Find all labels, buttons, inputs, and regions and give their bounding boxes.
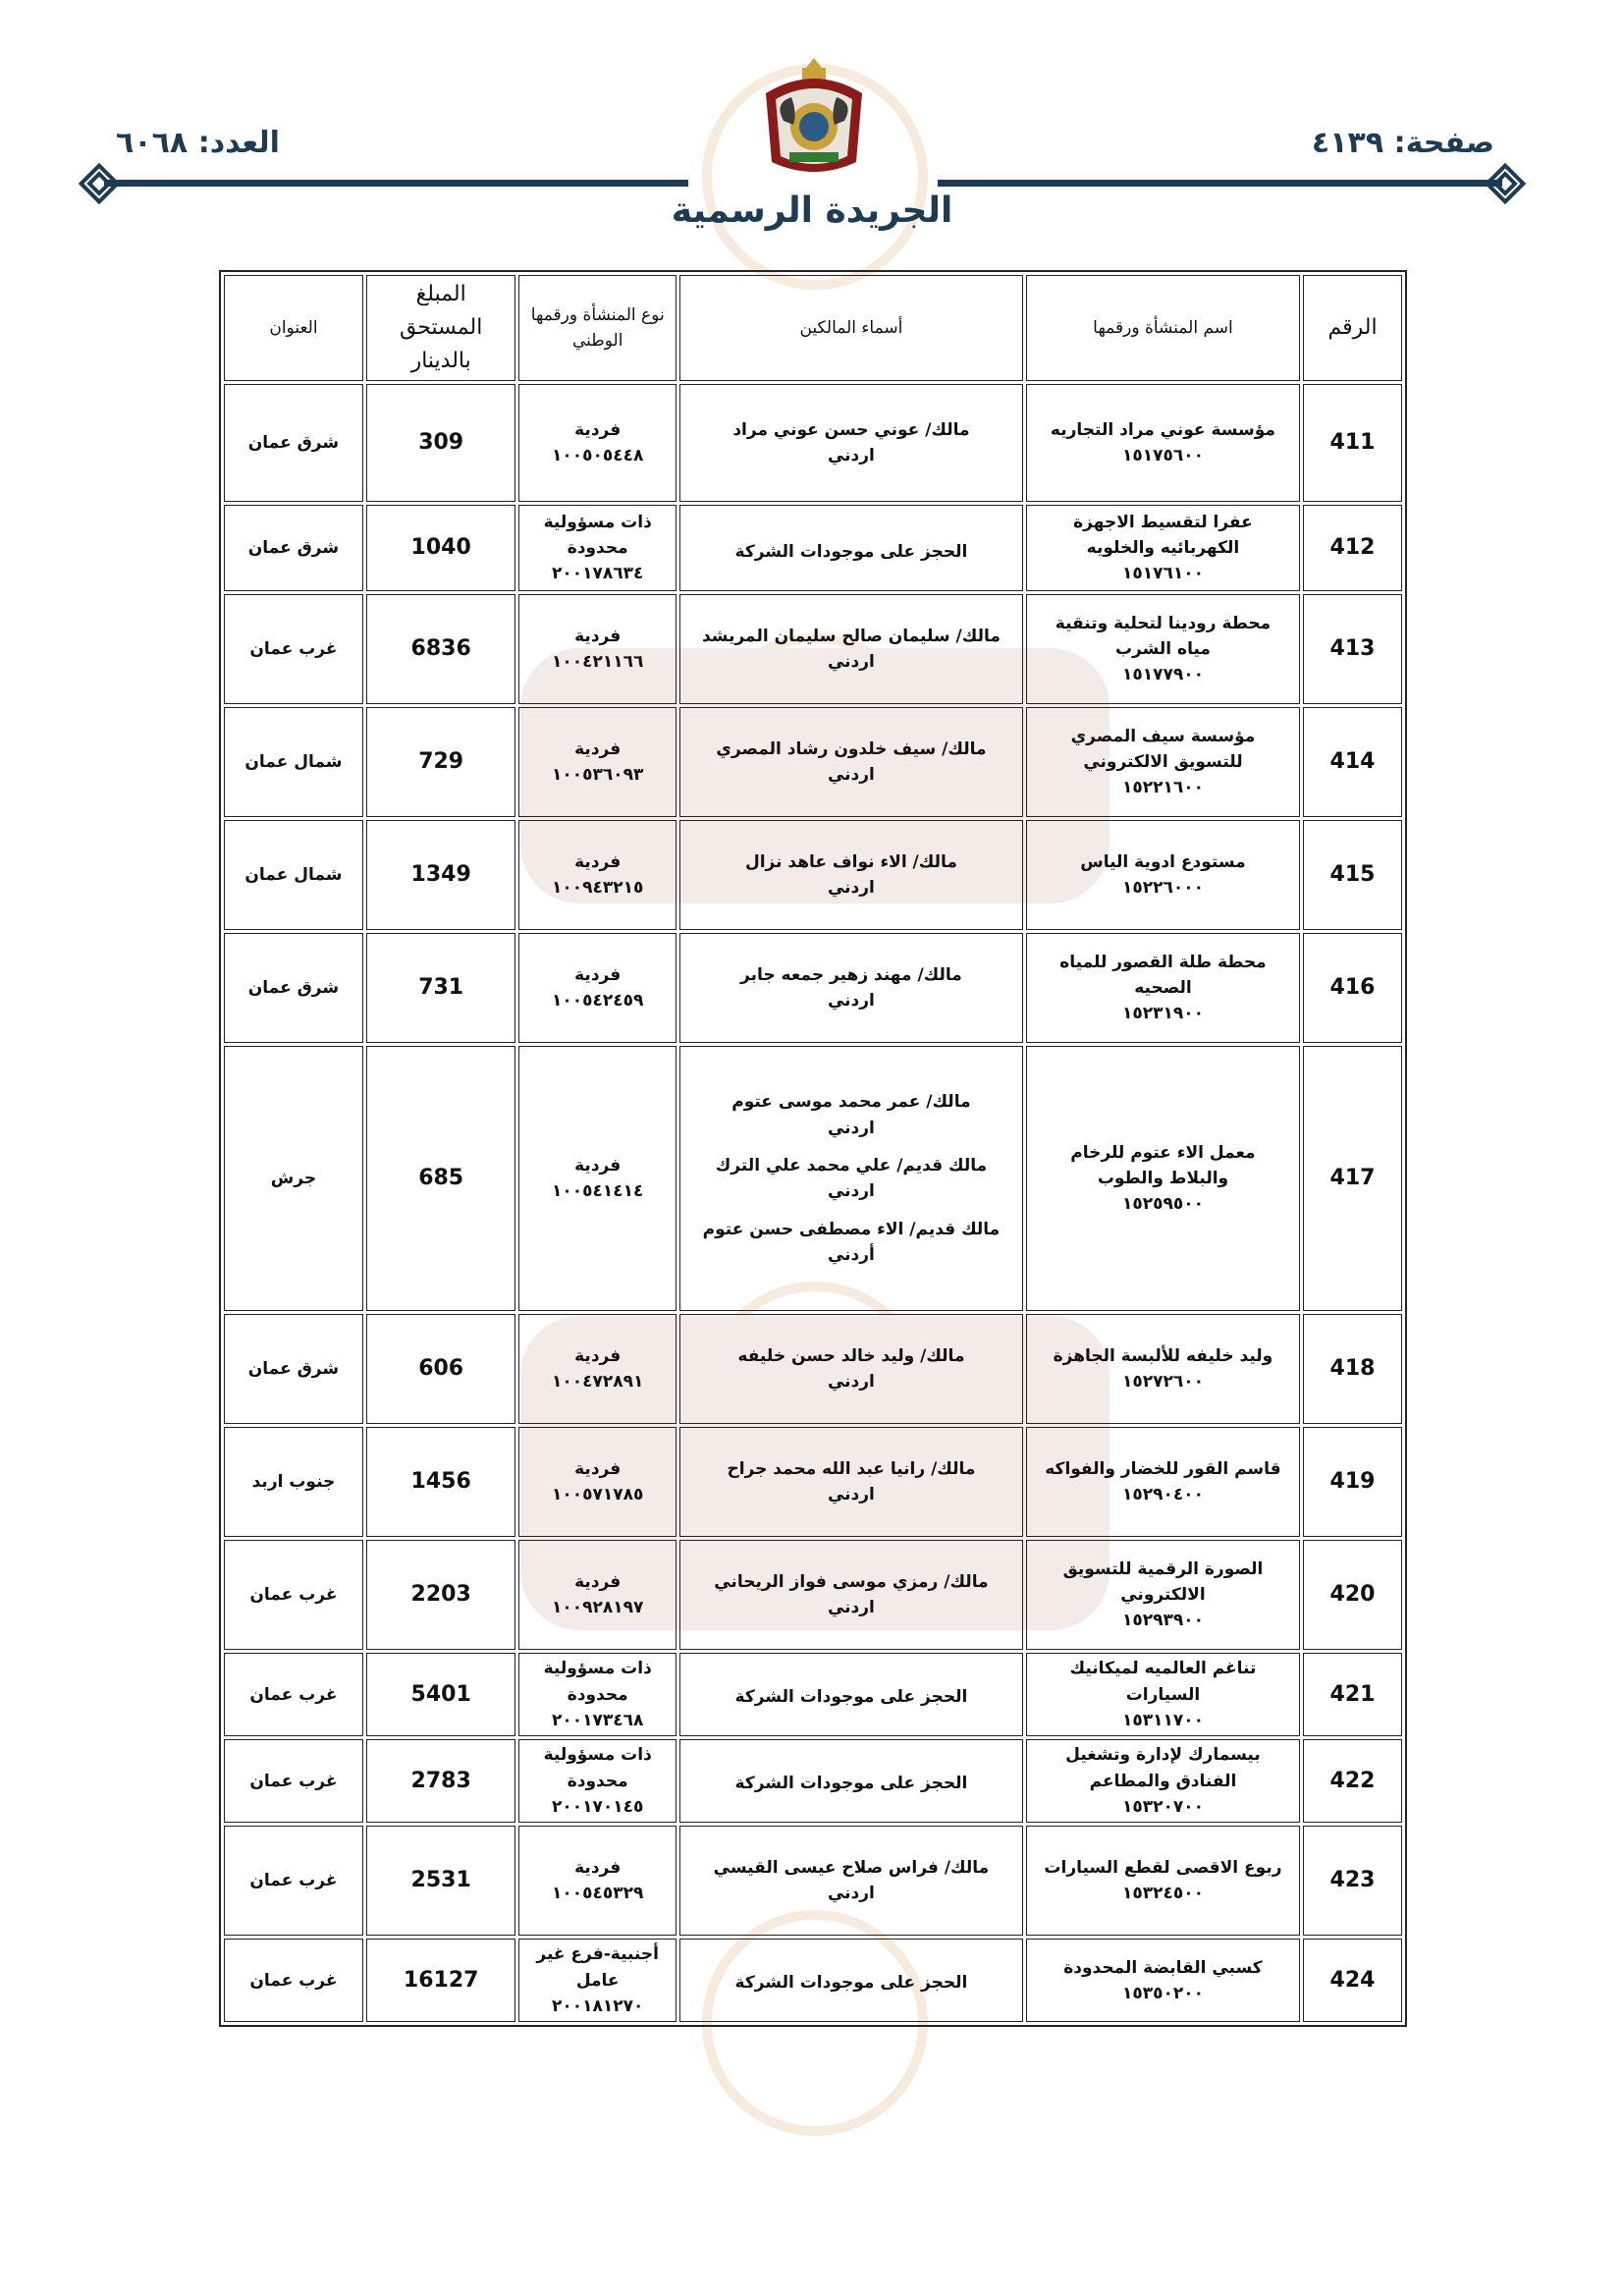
owner-line: الحجز على موجودات الشركة [734, 1973, 968, 1994]
type-line: فردية [574, 419, 622, 440]
establishment-name-line: محطة طلة القصور للمياه [1059, 952, 1267, 972]
owner-line: مالك/ عوني حسن عوني مراد [732, 419, 970, 440]
cell-type [518, 933, 677, 1043]
table-body [224, 384, 1402, 2022]
cell-establishment-name [1026, 505, 1300, 591]
establishment-name-line: ١٥١٧٥٦٠٠ [1121, 446, 1204, 466]
cell-type [518, 1826, 677, 1936]
establishment-name-line: الصحيه [1134, 978, 1192, 999]
type-line: فردية [574, 738, 622, 759]
owner-line: مالك قديم/ الاء مصطفى حسن عتوم [702, 1219, 1001, 1239]
owner-entry [686, 1456, 1016, 1508]
establishment-name-line: ١٥٢٩٠٤٠٠ [1121, 1485, 1204, 1505]
type-line: أجنبية-فرع غير [536, 1944, 660, 1965]
jordan-coat-of-arms-icon [754, 54, 874, 187]
cell-number: 411 [1303, 384, 1402, 502]
cell-establishment-name [1026, 594, 1300, 704]
type-line: ١٠٠٤٧٢٨٩١ [552, 1372, 644, 1393]
cell-address: شمال عمان [224, 820, 363, 930]
cell-establishment-name [1026, 1046, 1300, 1311]
cell-amount: 6836 [366, 594, 516, 704]
cell-amount: 731 [366, 933, 516, 1043]
table-row [224, 1939, 1402, 2022]
cell-type [518, 1939, 677, 2022]
page-number: صفحة: ٤١٣٩ [1311, 126, 1494, 160]
establishment-name-line: الفنادق والمطاعم [1089, 1771, 1237, 1791]
cell-owners [679, 933, 1023, 1043]
type-line: ١٠٠٤٢١١٦٦ [552, 652, 644, 673]
cell-owners [679, 1427, 1023, 1537]
establishment-name-line: قاسم القور للخضار والفواكه [1045, 1458, 1281, 1479]
type-line: ٢٠٠١٧٠١٤٥ [552, 1797, 644, 1817]
owner-line: مالك/ وليد خالد حسن خليفه [737, 1345, 965, 1366]
establishment-name-line: الصورة الرقمية للتسويق [1062, 1558, 1264, 1579]
owner-line: أردني [827, 1244, 875, 1265]
cell-owners [679, 1653, 1023, 1736]
cell-number: 419 [1303, 1427, 1402, 1537]
establishment-name-line: مستودع ادوية الياس [1080, 851, 1246, 872]
cell-type [518, 1739, 677, 1823]
establishment-name-line: ١٥١٧٧٩٠٠ [1121, 665, 1204, 685]
cell-amount: 2783 [366, 1739, 516, 1823]
header-owners: أسماء المالكين [679, 275, 1023, 381]
cell-number: 416 [1303, 933, 1402, 1043]
cell-amount: 309 [366, 384, 516, 502]
cell-owners [679, 1046, 1023, 1311]
table-row [224, 1540, 1402, 1650]
cell-establishment-name [1026, 1939, 1300, 2022]
owner-entry [686, 1343, 1016, 1395]
cell-address: غرب عمان [224, 1739, 363, 1823]
type-line: ذات مسؤولية [543, 1745, 652, 1766]
owner-entry [686, 417, 1016, 469]
cell-address: شرق عمان [224, 1314, 363, 1424]
owner-entry [686, 1855, 1016, 1907]
cell-number: 415 [1303, 820, 1402, 930]
owner-line: مالك/ سليمان صالح سليمان المريشد [701, 626, 1001, 646]
cell-amount: 1349 [366, 820, 516, 930]
type-line: فردية [574, 964, 622, 985]
cell-establishment-name [1026, 1826, 1300, 1936]
owner-entry [686, 849, 1016, 902]
establishment-name-line: ١٥٣٥٠٢٠٠ [1121, 1983, 1204, 2003]
owner-line: اردني [827, 1372, 875, 1393]
establishment-name-line: محطة رودينا لتحلية وتنقية [1055, 613, 1272, 633]
cell-number: 422 [1303, 1739, 1402, 1823]
cell-address: جنوب اربد [224, 1427, 363, 1537]
type-line: ٢٠٠١٧٣٤٦٨ [552, 1710, 644, 1730]
cell-number: 421 [1303, 1653, 1402, 1736]
owner-entry [686, 962, 1016, 1014]
type-line: ١٠٠٥٤٥٣٢٩ [552, 1884, 644, 1904]
type-line: ١٠٠٥٤١٤١٤ [552, 1181, 644, 1202]
establishment-name-line: عفرا لتقسيط الاجهزة [1073, 512, 1253, 532]
cell-establishment-name [1026, 707, 1300, 817]
establishment-name-line: والبلاط والطوب [1097, 1169, 1229, 1189]
cell-number: 418 [1303, 1314, 1402, 1424]
cell-number: 414 [1303, 707, 1402, 817]
cell-owners [679, 594, 1023, 704]
type-line: ذات مسؤولية [543, 512, 652, 532]
establishment-name-line: ١٥٢٧٢٦٠٠ [1121, 1372, 1204, 1393]
establishment-name-line: ١٥٢٥٩٥٠٠ [1121, 1194, 1204, 1215]
owner-line: الحجز على موجودات الشركة [734, 1774, 968, 1793]
table-row [224, 384, 1402, 502]
type-line: ١٠٠٥٣٦٠٩٣ [552, 765, 644, 786]
cell-type [518, 707, 677, 817]
issue-number: العدد: ٦٠٦٨ [116, 126, 280, 160]
gazette-title: الجريدة الرسمية [671, 191, 953, 231]
table-row [224, 1653, 1402, 1736]
type-line: فردية [574, 626, 622, 646]
type-line: فردية [574, 851, 622, 872]
owner-entry [686, 1089, 1016, 1141]
establishment-name-line: السيارات [1125, 1684, 1201, 1705]
establishment-name-line: ١٥١٧٦١٠٠ [1121, 564, 1204, 584]
establishment-name-line: الكهربائيه والخلويه [1086, 538, 1240, 559]
table-row [224, 1046, 1402, 1311]
establishment-name-line: بيسمارك لإدارة وتشغيل [1065, 1745, 1261, 1766]
cell-type [518, 1540, 677, 1650]
owner-line: اردني [827, 652, 875, 673]
establishment-name-line: وليد خليفه للألبسة الجاهزة [1053, 1345, 1273, 1366]
table-row [224, 933, 1402, 1043]
owner-line: مالك/ الاء نواف عاهد نزال [744, 851, 957, 872]
type-line: فردية [574, 1858, 622, 1878]
owner-entry [686, 1771, 1016, 1796]
establishment-name-line: للتسويق الالكتروني [1083, 752, 1243, 773]
owner-line: مالك/ فراس صلاح عيسى القيسي [713, 1858, 990, 1878]
table-row [224, 1314, 1402, 1424]
establishment-name-line: ١٥٢٣١٩٠٠ [1121, 1004, 1204, 1024]
cell-type [518, 1653, 677, 1736]
cell-address: غرب عمان [224, 594, 363, 704]
type-line: محدودة [567, 538, 628, 559]
cell-number: 423 [1303, 1826, 1402, 1936]
table-row [224, 1427, 1402, 1537]
establishment-name-line: ١٥٢٢٦٠٠٠ [1121, 878, 1204, 899]
cell-owners [679, 707, 1023, 817]
establishment-name-line: الالكتروني [1120, 1585, 1206, 1606]
header-address: العنوان [224, 275, 363, 381]
establishment-name-line: ١٥٣٢٤٥٠٠ [1121, 1884, 1204, 1904]
owner-line: مالك قديم/ علي محمد علي الترك [715, 1155, 988, 1175]
header-amount: المبلغ المستحق بالدينار [366, 275, 516, 381]
type-line: ١٠٠٥٠٥٤٤٨ [552, 446, 644, 466]
cell-amount: 16127 [366, 1939, 516, 2022]
type-line: ١٠٠٩٤٣٢١٥ [552, 878, 644, 899]
cell-address: غرب عمان [224, 1540, 363, 1650]
establishment-name-line: كسبي القابضة المحدودة [1063, 1957, 1263, 1978]
header-name: اسم المنشأة ورقمها [1026, 275, 1300, 381]
owner-line: اردني [827, 1485, 875, 1505]
cell-address: شمال عمان [224, 707, 363, 817]
owner-line: اردني [827, 1884, 875, 1904]
type-line: ذات مسؤولية [543, 1659, 652, 1679]
cell-number: 412 [1303, 505, 1402, 591]
table-header-row [224, 275, 1402, 381]
cell-type [518, 820, 677, 930]
header-rule-right [938, 180, 1502, 187]
owner-line: الحجز على موجودات الشركة [734, 541, 968, 562]
table-row [224, 505, 1402, 591]
cell-type [518, 594, 677, 704]
establishment-name-line: مؤسسة عوني مراد التجاريه [1050, 419, 1275, 440]
cell-address: شرق عمان [224, 384, 363, 502]
cell-owners [679, 1939, 1023, 2022]
cell-amount: 729 [366, 707, 516, 817]
table-row [224, 820, 1402, 930]
cell-owners [679, 384, 1023, 502]
establishment-name-line: مياه الشرب [1114, 639, 1211, 660]
cell-owners [679, 1739, 1023, 1823]
establishment-name-line: ١٥٣١١٧٠٠ [1121, 1710, 1204, 1730]
cell-address: جرش [224, 1046, 363, 1311]
table-row [224, 594, 1402, 704]
type-line: فردية [574, 1155, 622, 1175]
cell-number: 424 [1303, 1939, 1402, 2022]
header-type: نوع المنشأة ورقمها الوطني [518, 275, 677, 381]
type-line: فردية [574, 1458, 622, 1479]
type-line: ٢٠٠١٨١٢٧٠ [552, 1996, 644, 2017]
owner-entry [686, 737, 1016, 789]
owner-line: اردني [827, 991, 875, 1011]
owner-line: مالك/ عمر محمد موسى عتوم [731, 1092, 971, 1113]
cell-owners [679, 1540, 1023, 1650]
establishment-name-line: مؤسسة سيف المصري [1070, 726, 1256, 746]
cell-type [518, 1427, 677, 1537]
cell-type [518, 1046, 677, 1311]
cell-owners [679, 1826, 1023, 1936]
cell-owners [679, 1314, 1023, 1424]
owner-line: الحجز على موجودات الشركة [734, 1686, 968, 1707]
owner-line: مالك/ رانيا عبد الله محمد جراح [727, 1458, 976, 1479]
cell-establishment-name [1026, 933, 1300, 1043]
type-line: محدودة [567, 1771, 628, 1791]
cell-amount: 1456 [366, 1427, 516, 1537]
establishment-name-line: ربوع الاقصى لقطع السيارات [1044, 1858, 1282, 1878]
table-row [224, 707, 1402, 817]
type-line: محدودة [567, 1684, 628, 1705]
owner-line: اردني [827, 1118, 875, 1138]
establishment-name-line: تناغم العالميه لميكانيك [1069, 1659, 1257, 1679]
owner-entry [686, 1569, 1016, 1621]
cell-amount: 2203 [366, 1540, 516, 1650]
owner-entry [686, 1970, 1016, 1995]
table-row [224, 1826, 1402, 1936]
owner-line: مالك/ رمزي موسى فواز الريحاني [714, 1571, 989, 1592]
table-row [224, 1739, 1402, 1823]
type-line: عامل [575, 1970, 620, 1991]
header-rule-left [104, 180, 688, 187]
owner-entry [686, 1217, 1016, 1269]
cell-address: شرق عمان [224, 933, 363, 1043]
cell-establishment-name [1026, 1739, 1300, 1823]
establishment-name-line: ١٥٢٩٣٩٠٠ [1121, 1611, 1204, 1631]
owner-entry [686, 1684, 1016, 1710]
cell-establishment-name [1026, 384, 1300, 502]
type-line: ١٠٠٥٤٢٤٥٩ [552, 991, 644, 1011]
owner-line: اردني [827, 1181, 875, 1202]
cell-number: 420 [1303, 1540, 1402, 1650]
cell-owners [679, 505, 1023, 591]
cell-address: شرق عمان [224, 505, 363, 591]
cell-owners [679, 820, 1023, 930]
cell-type [518, 1314, 677, 1424]
type-line: فردية [574, 1345, 622, 1366]
cell-type [518, 384, 677, 502]
type-line: فردية [574, 1571, 622, 1592]
cell-amount: 606 [366, 1314, 516, 1424]
cell-establishment-name [1026, 1427, 1300, 1537]
owner-line: اردني [827, 878, 875, 899]
owner-line: اردني [827, 446, 875, 466]
cell-establishment-name [1026, 1540, 1300, 1650]
owner-line: اردني [827, 1598, 875, 1618]
cell-type [518, 505, 677, 591]
type-line: ١٠٠٥٧١٧٨٥ [552, 1485, 644, 1505]
cell-number: 413 [1303, 594, 1402, 704]
cell-address: غرب عمان [224, 1653, 363, 1736]
cell-amount: 5401 [366, 1653, 516, 1736]
establishment-name-line: ١٥٣٢٠٧٠٠ [1121, 1797, 1204, 1817]
cell-establishment-name [1026, 820, 1300, 930]
owner-entry [686, 539, 1016, 565]
cell-amount: 2531 [366, 1826, 516, 1936]
cell-number: 417 [1303, 1046, 1402, 1311]
owner-entry [686, 1153, 1016, 1205]
owner-line: مالك/ سيف خلدون رشاد المصري [716, 738, 987, 759]
establishment-name-line: معمل الاء عتوم للرخام [1070, 1142, 1256, 1163]
cell-establishment-name [1026, 1314, 1300, 1424]
establishments-table [219, 270, 1407, 2027]
type-line: ٢٠٠١٧٨٦٣٤ [552, 564, 644, 584]
cell-establishment-name [1026, 1653, 1300, 1736]
cell-address: غرب عمان [224, 1826, 363, 1936]
cell-address: غرب عمان [224, 1939, 363, 2022]
owner-entry [686, 624, 1016, 676]
type-line: ١٠٠٩٢٨١٩٧ [552, 1598, 644, 1618]
establishment-name-line: ١٥٢٢١٦٠٠ [1121, 778, 1204, 798]
header-number: الرقم [1303, 275, 1402, 381]
cell-amount: 1040 [366, 505, 516, 591]
cell-amount: 685 [366, 1046, 516, 1311]
owner-line: مالك/ مهند زهير جمعه جابر [740, 964, 962, 985]
owner-line: اردني [827, 765, 875, 786]
